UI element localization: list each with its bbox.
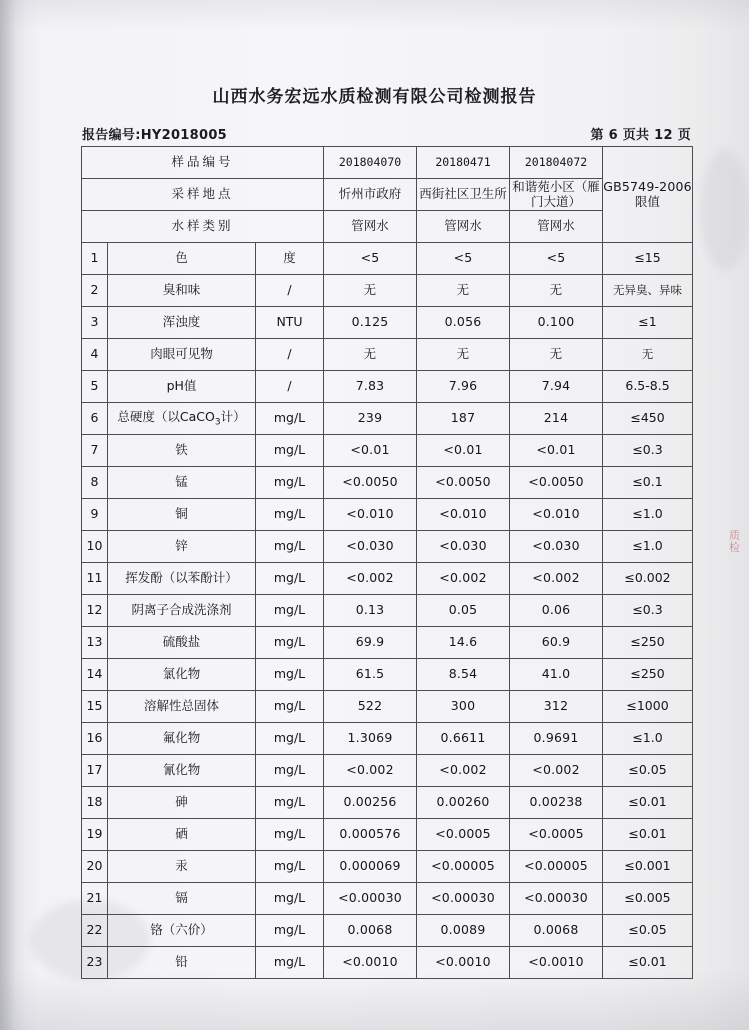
row-value-2: <0.002 <box>417 755 510 787</box>
table-row <box>82 307 693 339</box>
row-index: 12 <box>82 595 108 627</box>
row-parameter: 硒 <box>108 819 256 851</box>
row-parameter: 镉 <box>108 883 256 915</box>
row-value-2: <0.002 <box>417 563 510 595</box>
row-unit: / <box>256 275 324 307</box>
row-limit: ≤1.0 <box>603 531 693 563</box>
row-value-1: <0.030 <box>324 531 417 563</box>
row-value-2: <0.00030 <box>417 883 510 915</box>
row-value-2: 7.96 <box>417 371 510 403</box>
table-row <box>82 659 693 691</box>
sample-1-number: 201804070 <box>324 147 417 179</box>
row-value-2: 无 <box>417 339 510 371</box>
row-value-1: <5 <box>324 243 417 275</box>
row-value-2: 0.056 <box>417 307 510 339</box>
row-parameter: 氯化物 <box>108 659 256 691</box>
row-value-2: 8.54 <box>417 659 510 691</box>
row-value-2: 187 <box>417 403 510 435</box>
row-index: 5 <box>82 371 108 403</box>
header-label-sample-no: 样品编号 <box>82 147 324 179</box>
row-parameter: 臭和味 <box>108 275 256 307</box>
row-value-3: <0.0005 <box>510 819 603 851</box>
row-parameter: pH值 <box>108 371 256 403</box>
sample-1-type: 管网水 <box>324 211 417 243</box>
row-limit: ≤0.3 <box>603 435 693 467</box>
table-row <box>82 563 693 595</box>
row-limit: ≤250 <box>603 627 693 659</box>
row-value-1: <0.00030 <box>324 883 417 915</box>
limit-column-header: GB5749-2006 限值 <box>603 147 693 243</box>
row-parameter: 铜 <box>108 499 256 531</box>
row-value-2: <0.0050 <box>417 467 510 499</box>
sample-2-type: 管网水 <box>417 211 510 243</box>
row-unit: mg/L <box>256 627 324 659</box>
row-value-3: 7.94 <box>510 371 603 403</box>
row-value-3: 41.0 <box>510 659 603 691</box>
table-row <box>82 531 693 563</box>
row-limit: 无异臭、异味 <box>603 275 693 307</box>
row-unit: mg/L <box>256 819 324 851</box>
row-unit: / <box>256 339 324 371</box>
row-value-1: 无 <box>324 275 417 307</box>
row-index: 6 <box>82 403 108 435</box>
row-value-3: <0.0050 <box>510 467 603 499</box>
row-value-2: 300 <box>417 691 510 723</box>
row-parameter: 阴离子合成洗涤剂 <box>108 595 256 627</box>
row-value-3: 0.06 <box>510 595 603 627</box>
row-value-3: 无 <box>510 275 603 307</box>
row-index: 3 <box>82 307 108 339</box>
row-limit: ≤0.01 <box>603 947 693 979</box>
row-limit: ≤1.0 <box>603 723 693 755</box>
page-title: 山西水务宏远水质检测有限公司检测报告 <box>212 87 537 107</box>
table-row <box>82 851 693 883</box>
row-limit: ≤0.005 <box>603 883 693 915</box>
row-value-3: 214 <box>510 403 603 435</box>
row-parameter: 挥发酚（以苯酚计） <box>108 563 256 595</box>
table-row <box>82 243 693 275</box>
row-value-2: 0.05 <box>417 595 510 627</box>
row-unit: mg/L <box>256 467 324 499</box>
row-value-3: 60.9 <box>510 627 603 659</box>
row-value-3: 312 <box>510 691 603 723</box>
row-value-3: 0.9691 <box>510 723 603 755</box>
row-unit: mg/L <box>256 435 324 467</box>
row-index: 9 <box>82 499 108 531</box>
row-index: 18 <box>82 787 108 819</box>
page-number: 第 6 页共 12 页 <box>590 128 691 143</box>
row-limit: ≤1 <box>603 307 693 339</box>
row-value-2: <0.0010 <box>417 947 510 979</box>
row-index: 4 <box>82 339 108 371</box>
row-unit: / <box>256 371 324 403</box>
sample-3-number: 201804072 <box>510 147 603 179</box>
table-row <box>82 339 693 371</box>
table-row <box>82 403 693 435</box>
row-limit: ≤1000 <box>603 691 693 723</box>
row-parameter: 汞 <box>108 851 256 883</box>
scan-shadow-top <box>0 0 749 30</box>
row-value-2: 0.6611 <box>417 723 510 755</box>
row-unit: mg/L <box>256 787 324 819</box>
row-index: 7 <box>82 435 108 467</box>
table-row <box>82 787 693 819</box>
row-limit: ≤0.002 <box>603 563 693 595</box>
row-index: 19 <box>82 819 108 851</box>
table-row <box>82 755 693 787</box>
row-value-1: 0.125 <box>324 307 417 339</box>
row-value-2: <0.01 <box>417 435 510 467</box>
row-value-1: 69.9 <box>324 627 417 659</box>
row-parameter: 锰 <box>108 467 256 499</box>
row-index: 8 <box>82 467 108 499</box>
water-quality-table <box>81 146 693 979</box>
row-unit: mg/L <box>256 403 324 435</box>
table-row <box>82 499 693 531</box>
row-value-3: <0.00005 <box>510 851 603 883</box>
row-unit: mg/L <box>256 659 324 691</box>
report-number: 报告编号:HY2018005 <box>82 128 228 143</box>
row-value-2: <0.0005 <box>417 819 510 851</box>
row-value-1: 无 <box>324 339 417 371</box>
table-row <box>82 915 693 947</box>
sample-3-site: 和谐苑小区（雁门大道） <box>510 179 603 211</box>
row-value-2: 无 <box>417 275 510 307</box>
row-unit: mg/L <box>256 947 324 979</box>
row-limit: ≤0.05 <box>603 915 693 947</box>
row-value-2: <0.010 <box>417 499 510 531</box>
row-value-3: 无 <box>510 339 603 371</box>
scan-shadow-left <box>0 0 26 1030</box>
table-row <box>82 723 693 755</box>
row-index: 20 <box>82 851 108 883</box>
row-value-1: 0.0068 <box>324 915 417 947</box>
row-unit: 度 <box>256 243 324 275</box>
row-limit: ≤450 <box>603 403 693 435</box>
row-index: 2 <box>82 275 108 307</box>
row-index: 13 <box>82 627 108 659</box>
row-index: 16 <box>82 723 108 755</box>
row-value-3: <0.002 <box>510 563 603 595</box>
row-unit: NTU <box>256 307 324 339</box>
row-unit: mg/L <box>256 915 324 947</box>
row-value-3: <0.00030 <box>510 883 603 915</box>
row-value-2: 0.00260 <box>417 787 510 819</box>
header-label-water-type: 水样类别 <box>82 211 324 243</box>
row-value-2: <0.030 <box>417 531 510 563</box>
row-value-2: <0.00005 <box>417 851 510 883</box>
header-label-sampling-site: 采样地点 <box>82 179 324 211</box>
row-parameter: 浑浊度 <box>108 307 256 339</box>
row-limit: ≤0.3 <box>603 595 693 627</box>
row-unit: mg/L <box>256 531 324 563</box>
table-header-row-site <box>82 179 693 211</box>
row-value-3: <0.002 <box>510 755 603 787</box>
row-value-1: <0.0050 <box>324 467 417 499</box>
row-index: 1 <box>82 243 108 275</box>
row-limit: ≤0.01 <box>603 819 693 851</box>
row-parameter: 色 <box>108 243 256 275</box>
row-unit: mg/L <box>256 755 324 787</box>
row-parameter: 氰化物 <box>108 755 256 787</box>
row-parameter: 铬（六价） <box>108 915 256 947</box>
row-limit: ≤250 <box>603 659 693 691</box>
table-row <box>82 595 693 627</box>
row-value-1: 0.00256 <box>324 787 417 819</box>
table-row <box>82 883 693 915</box>
sample-3-type: 管网水 <box>510 211 603 243</box>
row-index: 10 <box>82 531 108 563</box>
table-row <box>82 627 693 659</box>
row-value-3: <0.01 <box>510 435 603 467</box>
row-unit: mg/L <box>256 595 324 627</box>
table-row <box>82 371 693 403</box>
row-limit: ≤0.001 <box>603 851 693 883</box>
table-header-row-water-type <box>82 211 693 243</box>
row-value-1: <0.002 <box>324 755 417 787</box>
sample-2-number: 20180471 <box>417 147 510 179</box>
row-limit: ≤0.05 <box>603 755 693 787</box>
row-limit: ≤1.0 <box>603 499 693 531</box>
row-value-2: <5 <box>417 243 510 275</box>
row-index: 17 <box>82 755 108 787</box>
row-value-1: 0.000576 <box>324 819 417 851</box>
row-value-1: 0.13 <box>324 595 417 627</box>
sample-2-site: 西街社区卫生所 <box>417 179 510 211</box>
row-limit: ≤0.1 <box>603 467 693 499</box>
row-value-3: <0.0010 <box>510 947 603 979</box>
row-value-1: 239 <box>324 403 417 435</box>
row-index: 15 <box>82 691 108 723</box>
row-index: 22 <box>82 915 108 947</box>
row-value-1: <0.0010 <box>324 947 417 979</box>
row-limit: ≤15 <box>603 243 693 275</box>
row-parameter: 氟化物 <box>108 723 256 755</box>
scan-shadow-bottom <box>0 970 749 1030</box>
row-parameter: 肉眼可见物 <box>108 339 256 371</box>
row-value-2: 0.0089 <box>417 915 510 947</box>
row-parameter: 铁 <box>108 435 256 467</box>
row-unit: mg/L <box>256 883 324 915</box>
row-value-2: 14.6 <box>417 627 510 659</box>
row-unit: mg/L <box>256 499 324 531</box>
table-row <box>82 691 693 723</box>
row-value-3: 0.100 <box>510 307 603 339</box>
row-value-1: 7.83 <box>324 371 417 403</box>
row-unit: mg/L <box>256 723 324 755</box>
row-index: 14 <box>82 659 108 691</box>
table-row <box>82 275 693 307</box>
row-parameter: 铅 <box>108 947 256 979</box>
row-value-1: 1.3069 <box>324 723 417 755</box>
row-parameter: 锌 <box>108 531 256 563</box>
row-value-1: 0.000069 <box>324 851 417 883</box>
row-value-3: 0.00238 <box>510 787 603 819</box>
row-value-3: 0.0068 <box>510 915 603 947</box>
row-parameter: 硫酸盐 <box>108 627 256 659</box>
row-limit: 无 <box>603 339 693 371</box>
table-row <box>82 819 693 851</box>
row-value-3: <0.030 <box>510 531 603 563</box>
row-parameter: 总硬度（以CaCO$_3$计） <box>108 403 256 435</box>
row-limit: ≤0.01 <box>603 787 693 819</box>
row-value-3: <0.010 <box>510 499 603 531</box>
row-index: 21 <box>82 883 108 915</box>
table-row <box>82 435 693 467</box>
table-row <box>82 467 693 499</box>
row-value-1: 61.5 <box>324 659 417 691</box>
row-unit: mg/L <box>256 691 324 723</box>
row-value-1: <0.010 <box>324 499 417 531</box>
row-value-1: <0.01 <box>324 435 417 467</box>
row-index: 11 <box>82 563 108 595</box>
sample-1-site: 忻州市政府 <box>324 179 417 211</box>
row-unit: mg/L <box>256 851 324 883</box>
table-header-row-sample-no <box>82 147 693 179</box>
row-index: 23 <box>82 947 108 979</box>
row-value-1: <0.002 <box>324 563 417 595</box>
row-parameter: 砷 <box>108 787 256 819</box>
row-value-3: <5 <box>510 243 603 275</box>
row-unit: mg/L <box>256 563 324 595</box>
row-limit: 6.5-8.5 <box>603 371 693 403</box>
row-parameter: 溶解性总固体 <box>108 691 256 723</box>
stamp-fragment: 质检 <box>729 530 740 555</box>
row-value-1: 522 <box>324 691 417 723</box>
